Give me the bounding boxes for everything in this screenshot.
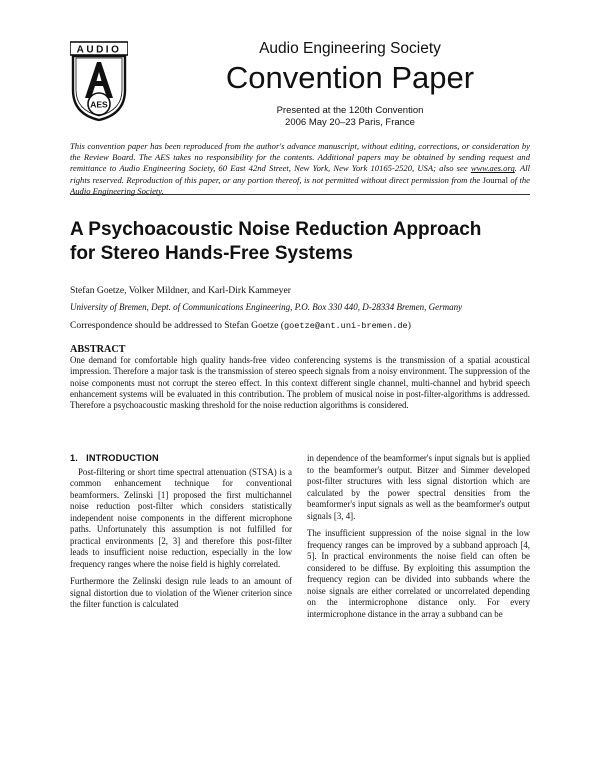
logo-top-text: AUDIO: [76, 44, 122, 56]
section-heading: [70, 453, 292, 465]
intro-paragraph-4: The insufficient suppression of the noise signal in the low frequency ranges can be improved by a subband approach [4, 5]. In practical environments the noise field can often be considered to be diffuse. By exploiting this assumption the frequency region can be divided into subbands where the noise signals are either correlated or uncorrelated depending on the intermicrophone distance only. For every intermicrophone distance in the array a subband can be: [307, 528, 530, 619]
abstract-heading: ABSTRACT: [70, 344, 126, 355]
convention-paper-title: Convention Paper: [225, 60, 475, 95]
paper-title: [70, 218, 540, 266]
authors: Stefan Goetze, Volker Mildner, and Karl-Dirk Kammeyer: [70, 285, 291, 296]
correspondence-text: Correspondence should be addressed to Stefan Goetze (: [70, 320, 284, 331]
intro-paragraph-1: Post-filtering or short time spectral attenuation (STSA) is a common enhancement technique for conventional beamformers. Zelinski [1] proposed the first multichannel noise reduction post-filter which considers statistically independent noise components in the different microphone paths. Unfortunately this assumption is not fulfilled for practical environments [2, 3] and therefore this post-filter leads to insufficient noise reduction, especially in the low frequency ranges where the noise field is highly correlated.: [70, 466, 292, 569]
society-name: Audio Engineering Society: [259, 40, 441, 57]
section-title: INTRODUCTION: [86, 453, 159, 463]
header-divider: [70, 194, 530, 195]
presented-line-2: 2006 May 20–23 Paris, France: [285, 117, 415, 128]
presented-line-1: Presented at the 120th Convention: [276, 105, 424, 116]
section-number: 1.: [70, 453, 79, 463]
notice-part-2: . All rights reserved. Reproduction of this paper, or any portion thereof, is not permitted without direct permission from the: [70, 163, 530, 185]
correspondence-end: ): [407, 320, 411, 331]
paper-title-line-2: for Stereo Hands-Free Systems: [70, 243, 353, 264]
correspondence: [70, 320, 411, 331]
convention-info: [140, 105, 560, 129]
affiliation: University of Bremen, Dept. of Communications Engineering, P.O. Box 330 440, D-28334 Bremen, Germany: [70, 302, 463, 312]
paper-title-line-1: A Psychoacoustic Noise Reduction Approach: [70, 219, 482, 240]
reproduction-notice: [70, 141, 530, 197]
logo-monogram: AES: [90, 99, 108, 110]
correspondence-email[interactable]: goetze@ant.uni-bremen.de: [283, 321, 408, 331]
body-column-left: [70, 453, 292, 617]
body-column-right: [307, 453, 530, 626]
aes-website-link[interactable]: www.aes.org: [470, 163, 515, 174]
notice-journal: Journal: [482, 174, 508, 185]
intro-paragraph-3: in dependence of the beamformer's input signals but is applied to the beamformer's output. Bitzer and Simmer developed post-filter structures with less signal distortion which are calculated by the power spectral densities from the beamformer's input signals as well as the beamformer's output signals [3, 4].: [307, 453, 530, 521]
abstract-text: One demand for comfortable high quality hands-free video conferencing systems is the transmission of a spatial acoustical impression. Therefore a major task is the transmission of stereo speech signals from a noisy environment. The suppression of the noise components must not corrupt the stereo effect. In this context different single channel, multi-channel and hybrid speech enhancement systems will be evaluated in this contribution. The problem of musical noise in post-filter-algorithms is addressed. Therefore a psychoacoustic masking threshold for the noise reduction algorithms is considered.: [70, 355, 530, 411]
intro-paragraph-2: Furthermore the Zelinski design rule leads to an amount of signal distortion due to violation of the Wiener criterion since the filter function is calculated: [70, 576, 292, 609]
aes-logo-icon: [70, 40, 128, 122]
notice-part-1: This convention paper has been reproduced from the author's advance manuscript, without editing, corrections, or consideration by the Review Board. The AES takes no responsibility for the contents. Additional papers may be obtained by sending request and remittance to Audio Engineering Society, 60 East 42nd Street, New York, New York 10165-2520, USA; also see: [70, 141, 530, 174]
notice-part-3: of the Audio Engineering Society.: [70, 174, 530, 196]
